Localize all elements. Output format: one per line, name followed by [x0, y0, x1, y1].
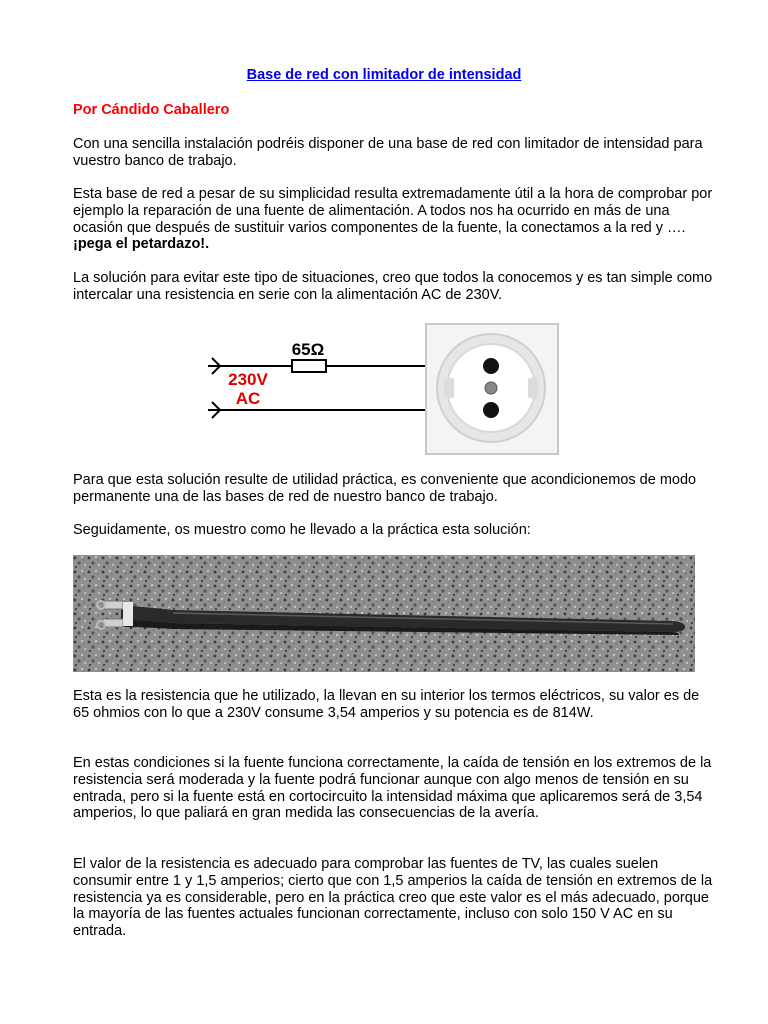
paragraph-resistor-spec: Esta es la resistencia que he utilizado, la llevan en su interior los termos eléctricos, su valor es de 65 ohmios con lo que a 230V consume 3,54 amperios y su potencia es de 814W. [73, 688, 700, 721]
socket-ground-clip-left [444, 378, 454, 398]
paragraph-showcase: Seguidamente, os muestro como he llevado a la práctica esta solución: [73, 522, 531, 538]
socket-center-screw [485, 382, 497, 394]
paragraph-tv-sources: El valor de la resistencia es adecuado para comprobar las fuentes de TV, las cuales suelen consumir entre 1 y 1,5 amperios; cierto que con 1,5 amperios la caída de tensión en extremos de la resistencia ya es considerable, pero en la práctica creo que este valor es el más adecuado, porque la mayoría de las fuentes actuales funcionan correctamente, incluso con solo 150 V AC en su entrada. [73, 856, 713, 940]
resistor-label: 65Ω [291, 340, 325, 359]
resistor-photo [73, 555, 695, 672]
paragraph-intro: Con una sencilla instalación podréis disponer de una base de red con limitador de intensidad para vuestro banco de trabajo. [73, 136, 703, 169]
wiring-diagram [200, 322, 562, 456]
paragraph-solution: La solución para evitar este tipo de situaciones, creo que todos la conocemos y es tan simple como intercalar una resistencia en serie con la alimentación AC de 230V. [73, 270, 713, 303]
paragraph-usefulness [73, 186, 713, 253]
voltage-label-line1: 230V [228, 370, 268, 389]
wall-socket-image [426, 324, 558, 454]
paragraph-usefulness-emphasis: ¡pega el petardazo!. [73, 236, 210, 253]
socket-hole-top [483, 358, 499, 374]
socket-ground-clip-right [528, 378, 538, 398]
socket-hole-bottom [483, 402, 499, 418]
terminal-bottom [103, 619, 123, 627]
terminal-insulator [123, 602, 133, 626]
paragraph-permanent-setup: Para que esta solución resulte de utilidad práctica, es conveniente que acondicionemos de modo permanente una de las bases de red de nuestro banco de trabajo. [73, 472, 697, 505]
resistor-symbol [292, 360, 326, 372]
paragraph-conditions: En estas condiciones si la fuente funciona correctamente, la caída de tensión en los extremos de la resistencia será moderada y la fuente podrá funcionar aunque con algo menos de tensión en su entrada, pero si la fuente está en cortocircuito la intensidad máxima que aplicaremos será de 3,54 amperios, lo que paliará en gran medida las consecuencias de la avería. [73, 755, 712, 822]
document-title: Base de red con limitador de intensidad [246, 67, 522, 83]
paragraph-usefulness-text: Esta base de red a pesar de su simplicidad resulta extremadamente útil a la hora de comprobar por ejemplo la reparación de una fuente de alimentación. A todos nos ha ocurrido en más de una ocasión que después de sustituir varios componentes de la fuente, la conectamos a la red y …. [73, 186, 713, 236]
voltage-label-line2: AC [235, 389, 261, 408]
author-line: Por Cándido Caballero [73, 102, 230, 118]
